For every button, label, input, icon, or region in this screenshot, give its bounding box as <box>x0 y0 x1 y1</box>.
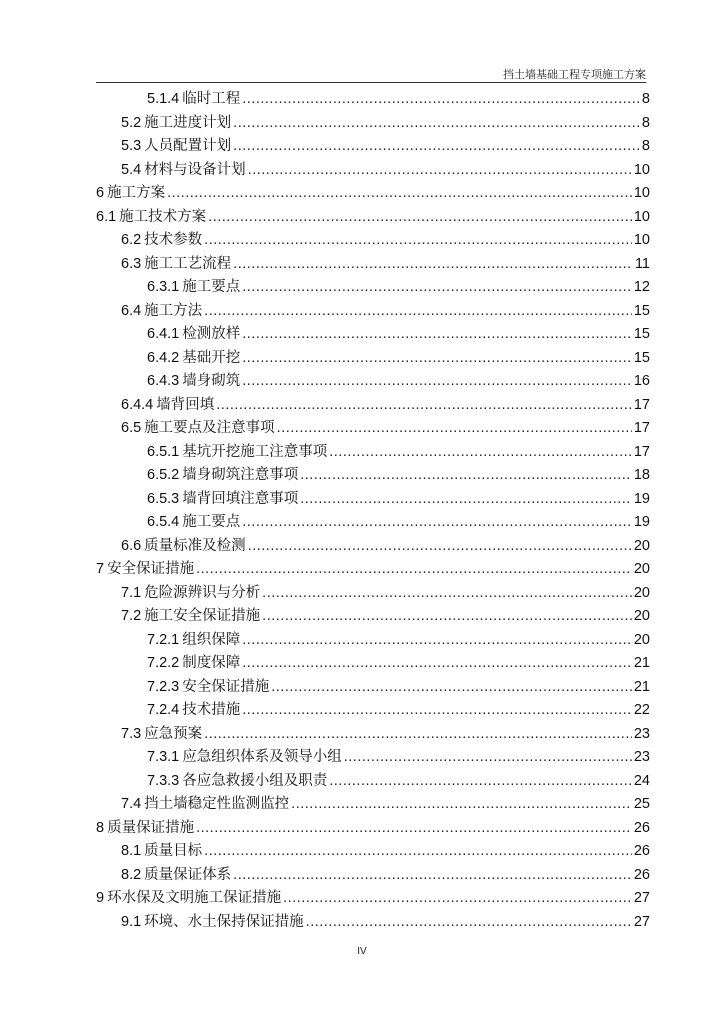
toc-entry-number: 7.2.1 <box>147 631 180 648</box>
toc-entry-title: 应急组织体系及领导小组 <box>182 749 342 765</box>
toc-dot-leader <box>242 323 632 347</box>
toc-entry-number: 8 <box>96 819 105 836</box>
toc-entry[interactable] <box>96 605 650 629</box>
toc-entry[interactable] <box>96 88 650 112</box>
toc-entry-title: 制度保障 <box>182 655 241 671</box>
toc-entry-number: 9 <box>96 890 105 906</box>
toc-entry-number: 8.1 <box>121 843 142 859</box>
toc-entry[interactable] <box>96 206 650 230</box>
table-of-contents <box>96 88 650 934</box>
toc-entry-title: 临时工程 <box>182 91 241 107</box>
toc-entry-page: 17 <box>633 396 650 413</box>
toc-entry-title: 施工进度计划 <box>144 114 232 131</box>
toc-entry-page: 15 <box>633 302 650 319</box>
toc-dot-leader <box>344 746 632 770</box>
toc-entry-number: 6.3.1 <box>147 279 180 295</box>
toc-entry-title: 各应急救援小组及职责 <box>182 772 328 789</box>
toc-entry-title: 施工要点 <box>182 514 241 530</box>
toc-entry-page: 20 <box>633 584 650 601</box>
toc-entry-title: 技术参数 <box>144 232 203 248</box>
toc-dot-leader <box>204 840 632 864</box>
toc-entry-page: 19 <box>633 490 650 507</box>
toc-dot-leader <box>196 817 632 841</box>
toc-entry-title: 质量标准及检测 <box>144 537 246 554</box>
toc-entry-page: 10 <box>633 185 650 201</box>
toc-dot-leader <box>233 864 632 888</box>
toc-entry-number: 6.5.3 <box>147 490 180 507</box>
toc-dot-leader <box>204 723 632 747</box>
toc-entry-number: 6 <box>96 185 105 201</box>
toc-entry-page: 17 <box>633 443 650 460</box>
page-number: IV <box>357 946 367 957</box>
toc-entry-title: 质量保证体系 <box>144 866 232 883</box>
toc-entry[interactable] <box>96 370 650 394</box>
toc-dot-leader <box>329 770 632 794</box>
toc-entry-title: 检测放样 <box>182 326 241 342</box>
toc-entry-page: 24 <box>633 772 650 789</box>
toc-entry-number: 7.2.2 <box>147 655 180 671</box>
toc-entry[interactable] <box>96 887 650 911</box>
toc-dot-leader <box>233 253 633 277</box>
toc-entry-title: 环水保及文明施工保证措施 <box>107 890 282 906</box>
toc-entry-page: 10 <box>633 232 650 248</box>
toc-dot-leader <box>306 911 632 935</box>
toc-entry-page: 20 <box>633 537 650 554</box>
toc-entry-title: 质量保证措施 <box>107 819 195 836</box>
toc-entry-page: 10 <box>633 161 650 178</box>
toc-entry-page: 20 <box>633 561 650 577</box>
toc-entry[interactable] <box>96 323 650 347</box>
toc-entry-title: 施工要点 <box>182 279 241 295</box>
toc-entry[interactable] <box>96 135 650 159</box>
toc-dot-leader <box>262 605 632 629</box>
toc-entry[interactable] <box>96 112 650 136</box>
toc-entry-title: 基坑开挖施工注意事项 <box>182 443 328 460</box>
toc-entry[interactable] <box>96 488 650 512</box>
toc-dot-leader <box>216 394 632 418</box>
toc-dot-leader <box>242 511 632 535</box>
toc-entry-number: 6.3 <box>121 255 142 272</box>
toc-entry-number: 5.3 <box>121 138 142 154</box>
toc-entry[interactable] <box>96 817 650 841</box>
toc-dot-leader <box>208 206 632 230</box>
toc-dot-leader <box>242 276 632 300</box>
toc-dot-leader <box>242 652 632 676</box>
toc-entry-page: 16 <box>633 373 650 389</box>
toc-dot-leader <box>196 558 632 582</box>
toc-entry-page: 18 <box>633 467 650 483</box>
toc-entry-title: 应急预案 <box>144 725 203 742</box>
toc-dot-leader <box>329 441 632 465</box>
toc-entry[interactable] <box>96 535 650 559</box>
toc-entry-number: 5.4 <box>121 161 142 178</box>
toc-entry-title: 材料与设备计划 <box>144 161 246 178</box>
toc-entry-number: 9.1 <box>121 913 142 930</box>
toc-entry-title: 施工方法 <box>144 302 203 319</box>
toc-entry-page: 26 <box>633 843 650 859</box>
toc-entry-page: 19 <box>633 514 650 530</box>
toc-entry[interactable] <box>96 911 650 935</box>
toc-entry-page: 27 <box>633 890 650 906</box>
toc-dot-leader <box>262 582 632 606</box>
toc-entry[interactable] <box>96 864 650 888</box>
toc-entry-title: 安全保证措施 <box>107 561 195 577</box>
toc-entry-number: 8.2 <box>121 866 142 883</box>
toc-entry[interactable] <box>96 746 650 770</box>
toc-entry-page: 26 <box>633 819 650 836</box>
toc-entry-title: 安全保证措施 <box>182 678 270 695</box>
toc-entry[interactable] <box>96 511 650 535</box>
toc-entry-number: 5.1.4 <box>147 91 180 107</box>
toc-entry-page: 21 <box>633 655 650 671</box>
toc-entry[interactable] <box>96 676 650 700</box>
toc-entry-page: 15 <box>633 349 650 366</box>
toc-entry-number: 6.6 <box>121 537 142 554</box>
toc-entry[interactable] <box>96 723 650 747</box>
toc-entry-page: 23 <box>633 725 650 742</box>
toc-entry-title: 施工技术方案 <box>119 208 207 225</box>
toc-entry-number: 6.5.4 <box>147 514 180 530</box>
toc-dot-leader <box>167 182 632 206</box>
toc-entry-page: 25 <box>633 796 650 812</box>
toc-entry-page: 21 <box>633 678 650 695</box>
toc-entry-title: 墙身砌筑注意事项 <box>182 467 299 483</box>
toc-entry-title: 墙身砌筑 <box>182 373 241 389</box>
toc-entry[interactable] <box>96 464 650 488</box>
toc-entry-page: 27 <box>633 913 650 930</box>
toc-entry-number: 6.4.2 <box>147 349 180 366</box>
toc-entry[interactable] <box>96 770 650 794</box>
toc-entry-number: 6.4 <box>121 302 142 319</box>
toc-entry-page: 20 <box>633 631 650 648</box>
toc-dot-leader <box>291 793 632 817</box>
toc-entry-number: 6.4.1 <box>147 326 180 342</box>
toc-entry-title: 施工要点及注意事项 <box>144 420 275 436</box>
toc-dot-leader <box>283 887 632 911</box>
toc-entry[interactable] <box>96 300 650 324</box>
toc-dot-leader <box>242 347 632 371</box>
toc-entry[interactable] <box>96 276 650 300</box>
toc-entry[interactable] <box>96 582 650 606</box>
toc-entry-page: 12 <box>633 279 650 295</box>
toc-dot-leader <box>248 159 632 183</box>
toc-entry-number: 6.5.2 <box>147 467 180 483</box>
toc-entry[interactable] <box>96 159 650 183</box>
toc-dot-leader <box>233 112 640 136</box>
toc-entry[interactable] <box>96 629 650 653</box>
toc-entry-page: 8 <box>641 114 650 131</box>
toc-entry[interactable] <box>96 840 650 864</box>
toc-entry-title: 技术措施 <box>182 702 241 718</box>
toc-entry-title: 危险源辨识与分析 <box>144 584 261 601</box>
toc-entry-title: 施工方案 <box>107 185 166 201</box>
toc-entry-title: 环境、水土保持保证措施 <box>144 913 304 930</box>
header-title: 挡土墙基础工程专项施工方案 <box>503 68 646 81</box>
toc-dot-leader <box>242 629 632 653</box>
toc-entry-number: 6.5.1 <box>147 443 180 460</box>
toc-entry-page: 23 <box>633 749 650 765</box>
toc-dot-leader <box>248 535 632 559</box>
toc-entry-page: 26 <box>633 866 650 883</box>
header-divider <box>96 82 646 83</box>
toc-entry[interactable] <box>96 558 650 582</box>
toc-entry-number: 7.1 <box>121 584 142 601</box>
toc-entry-number: 7.3.3 <box>147 772 180 789</box>
toc-entry-page: 22 <box>633 702 650 718</box>
toc-entry-number: 6.4.3 <box>147 373 180 389</box>
toc-entry-number: 6.2 <box>121 232 142 248</box>
toc-entry[interactable] <box>96 253 650 277</box>
toc-entry-page: 10 <box>633 208 650 225</box>
toc-dot-leader <box>204 229 632 253</box>
toc-entry-number: 5.2 <box>121 114 142 131</box>
toc-entry-number: 6.5 <box>121 420 142 436</box>
toc-entry-number: 7.3.1 <box>147 749 180 765</box>
toc-dot-leader <box>242 370 632 394</box>
toc-dot-leader <box>242 699 632 723</box>
toc-dot-leader <box>300 488 632 512</box>
toc-entry-number: 6.1 <box>96 208 117 225</box>
toc-entry-number: 6.4.4 <box>121 396 154 413</box>
toc-entry-page: 20 <box>633 608 650 624</box>
toc-entry-title: 施工安全保证措施 <box>144 608 261 624</box>
toc-entry-number: 7.4 <box>121 796 142 812</box>
toc-entry-title: 组织保障 <box>182 631 241 648</box>
toc-entry-title: 墙背回填 <box>156 396 215 413</box>
toc-entry[interactable] <box>96 699 650 723</box>
toc-entry-page: 15 <box>633 326 650 342</box>
toc-entry[interactable] <box>96 347 650 371</box>
toc-entry-page: 17 <box>633 420 650 436</box>
toc-entry-title: 人员配置计划 <box>144 138 232 154</box>
toc-dot-leader <box>300 464 632 488</box>
toc-entry-title: 基础开挖 <box>182 349 241 366</box>
toc-dot-leader <box>204 300 632 324</box>
toc-entry[interactable] <box>96 229 650 253</box>
toc-entry-title: 墙背回填注意事项 <box>182 490 299 507</box>
toc-dot-leader <box>277 417 632 441</box>
toc-entry[interactable] <box>96 793 650 817</box>
toc-entry[interactable] <box>96 182 650 206</box>
toc-entry[interactable] <box>96 417 650 441</box>
toc-dot-leader <box>271 676 632 700</box>
toc-entry[interactable] <box>96 652 650 676</box>
toc-entry-number: 7.2.3 <box>147 678 180 695</box>
toc-entry-title: 质量目标 <box>144 843 203 859</box>
toc-entry-number: 7.2 <box>121 608 142 624</box>
toc-entry-number: 7.3 <box>121 725 142 742</box>
toc-entry[interactable] <box>96 394 650 418</box>
toc-entry-number: 7 <box>96 561 105 577</box>
toc-entry-page: 11 <box>634 255 650 272</box>
toc-entry-number: 7.2.4 <box>147 702 180 718</box>
toc-dot-leader <box>233 135 640 159</box>
toc-entry-page: 8 <box>641 138 650 154</box>
toc-entry-title: 挡土墙稳定性监测监控 <box>144 796 290 812</box>
toc-entry-page: 8 <box>641 91 650 107</box>
toc-entry-title: 施工工艺流程 <box>144 255 232 272</box>
toc-entry[interactable] <box>96 441 650 465</box>
toc-dot-leader <box>242 88 640 112</box>
